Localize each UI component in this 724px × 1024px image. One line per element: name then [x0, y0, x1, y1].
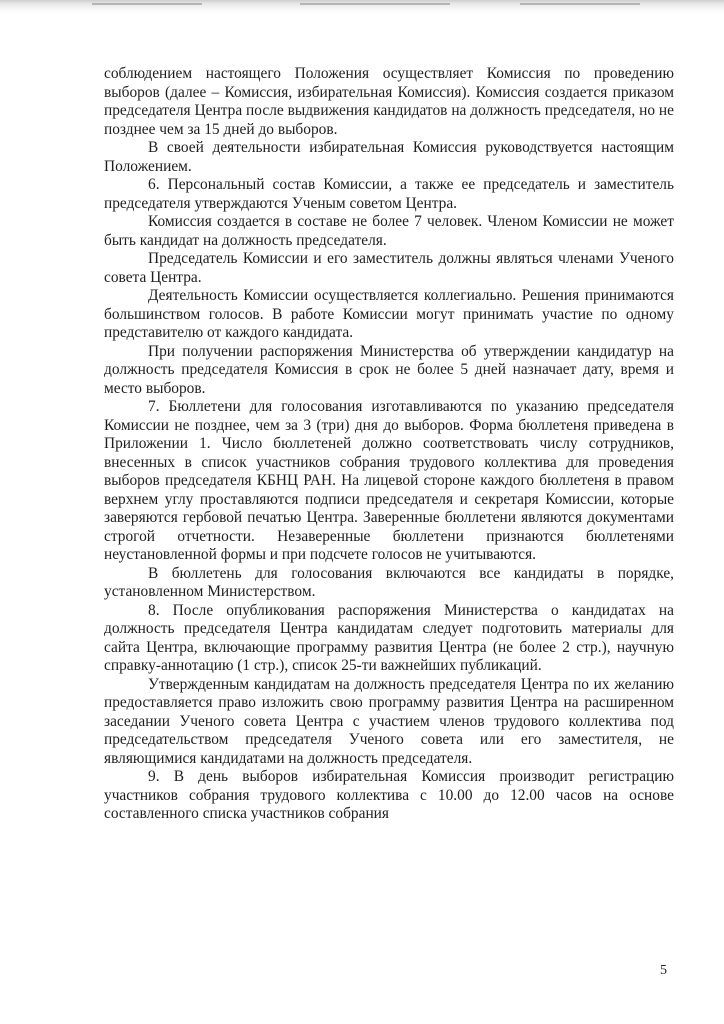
paragraph-chair-membership: Председатель Комиссии и его заместитель должны являться членами Ученого совета Центра.: [104, 250, 674, 286]
paragraph-9-registration: 9. В день выборов избирательная Комиссия производит регистрацию участников собрания трудового коллектива с 10.00 до 12.00 часов на основе составленного списка участников собрания: [104, 768, 674, 822]
paragraph-collegial-activity: Деятельность Комиссии осуществляется коллегиально. Решения принимаются большинством голосов. В работе Комиссии могут принимать участие по одному представителю от каждого кандидата.: [104, 287, 674, 341]
scan-edge-mark: [300, 3, 450, 5]
scan-edge-mark: [520, 3, 640, 5]
paragraph-commission-intro: соблюдением настоящего Положения осуществляет Комиссия по проведению выборов (далее – Комиссия, избирательная Комиссия). Комиссия создается приказом председателя Центра после выдвижения кандидатов на должность председателя, но не позднее чем за 15 дней до выборов.: [104, 65, 674, 138]
scan-edge-mark: [92, 3, 202, 5]
paragraph-8-materials: 8. После опубликования распоряжения Министерства о кандидатах на должность председателя Центра кандидатам следует подготовить материалы для сайта Центра, включающие программу развития Центра (не более 2 стр.), научную справку-аннотацию (1 стр.), список 25-ти важнейших публикаций.: [104, 601, 674, 674]
paragraph-6-composition: 6. Персональный состав Комиссии, а также ее председатель и заместитель председателя утверждаются Ученым советом Центра.: [104, 176, 674, 212]
paragraph-commission-guidance: В своей деятельности избирательная Комиссия руководствуется настоящим Положением.: [104, 139, 674, 175]
paragraph-program-presentation: Утвержденным кандидатам на должность председателя Центра по их желанию предоставляется право изложить свою программу развития Центра на расширенном заседании Ученого совета Центра с участием членов трудового коллектива под председательством председателя Ученого совета или его заместителя, не являющимися кандидатами на должность председателя.: [104, 675, 674, 767]
document-body: [104, 65, 674, 824]
paragraph-ballot-candidates: В бюллетень для голосования включаются все кандидаты в порядке, установленном Министерством.: [104, 564, 674, 600]
paragraph-7-ballots: 7. Бюллетени для голосования изготавливаются по указанию председателя Комиссии не позднее, чем за 3 (три) дня до выборов. Форма бюллетеня приведена в Приложении 1. Число бюллетеней должно соответствовать числу сотрудников, внесенных в список участников собрания трудового коллектива для проведения выборов председателя КБНЦ РАН. На лицевой стороне каждого бюллетеня в правом верхнем углу проставляются подписи председателя и секретаря Комиссии, которые заверяются гербовой печатью Центра. Заверенные бюллетени являются документами строгой отчетности. Незаверенные бюллетени признаются бюллетенями неустановленной формы и при подсчете голосов не учитываются.: [104, 398, 674, 563]
paragraph-commission-size: Комиссия создается в составе не более 7 человек. Членом Комиссии не может быть кандидат на должность председателя.: [104, 213, 674, 249]
paragraph-election-scheduling: При получении распоряжения Министерства об утверждении кандидатур на должность председателя Комиссия в срок не более 5 дней назначает дату, время и место выборов.: [104, 342, 674, 397]
page-number: 5: [660, 963, 667, 978]
